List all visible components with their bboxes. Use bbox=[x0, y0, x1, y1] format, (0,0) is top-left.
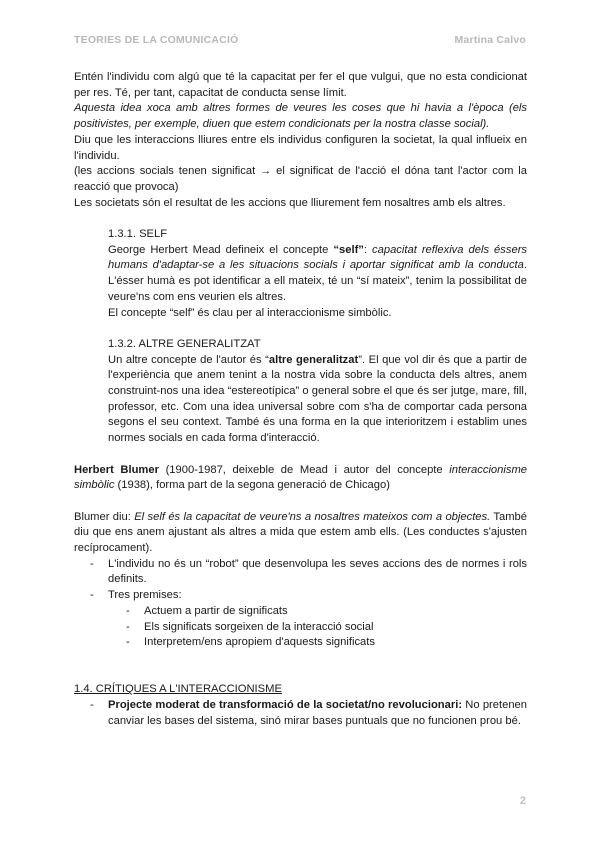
section-self-heading: 1.3.1. SELF bbox=[108, 228, 168, 241]
page-number: 2 bbox=[519, 795, 526, 807]
intro-paragraph-3: Diu que les interaccions lliures entre els individus configuren la societat, la qual influeix en l'individu. bbox=[74, 133, 527, 162]
intro-paragraph-1: Entén l'individu com algú que té la capacitat per fer el que vulgui, que no esta condicionat per res. Té, per tant, capacitat de conducta sense límit. bbox=[74, 71, 527, 99]
self-definition: George Herbert Mead defineix el concepte “self”: capacitat reflexiva dels éssers humans d'adaptar-se a les situacions socials i aportar significat amb la conducta. L'ésser humà es pot identificar a ell mateix, té un “sí mateix”, tenim la possibilitat de veure'ns com ens veurien els altres. bbox=[108, 243, 528, 303]
blumer-says: Blumer diu: El self és la capacitat de veure'ns a nosaltres mateixos com a objectes. També diu que ens anem ajustant als altres a mida que estem amb ells. (Les conductes s'ajusten recíprocament). bbox=[74, 510, 527, 555]
header-author: Martina Calvo bbox=[454, 34, 526, 46]
list-item: - Els significats sorgeixen de la interacció social bbox=[74, 620, 527, 636]
altre-paragraph: Un altre concepte de l'autor és “altre generalitzat”. El que vol dir és que a partir de l'experiència que anem tenint a la nostra vida sobre la conducta dels altres, anem construint-nos una idea “estereotípica” o general sobre el que és ser jutge, mare, fill, professor, etc. Com una idea universal sobre com s'ha de comportar cada persona segons el seu context. També és una forma en la que interioritzem i establim unes normes socials en cada forma d'interacció. bbox=[108, 353, 527, 445]
section-self bbox=[74, 227, 527, 447]
list-item: - Interpretem/ens apropiem d'aquests significats bbox=[74, 635, 527, 651]
document-body bbox=[74, 70, 527, 729]
intro-paragraph-5: Les societats són el resultat de les accions que lliurement fem nosaltres amb els altres. bbox=[74, 196, 506, 209]
section-altre-heading: 1.3.2. ALTRE GENERALITZAT bbox=[108, 337, 261, 350]
intro-paragraph-4: (les accions socials tenen significat → el significat de l'acció el dóna tant l'actor com la reacció que provoca) bbox=[74, 165, 527, 193]
list-item: - Tres premises: bbox=[74, 588, 527, 604]
list-item: - Projecte moderat de transformació de la societat/no revolucionari: No pretenen canviar les bases del sistema, sinó mirar bases puntuals que no funcionen prou bé. bbox=[74, 698, 527, 729]
critiques-list bbox=[74, 698, 527, 729]
premises-list bbox=[74, 604, 527, 651]
intro-paragraph-2: Aquesta idea xoca amb altres formes de veures les coses que hi havia a l'època (els positivistes, per exemple, diuen que estem condicionats per la nostra classe social). bbox=[74, 102, 527, 131]
list-item: - Actuem a partir de significats bbox=[74, 604, 527, 620]
section-critiques-heading: 1.4. CRÍTIQUES A L'INTERACCIONISME bbox=[74, 683, 282, 696]
blumer-bullet-list bbox=[74, 557, 527, 604]
list-item: - L'individu no és un “robot” que desenvolupa les seves accions des de normes i rols definits. bbox=[74, 557, 527, 588]
blumer-intro: Herbert Blumer (1900-1987, deixeble de Mead i autor del concepte interaccionisme simbòlic (1938), forma part de la segona generació de Chicago) bbox=[74, 463, 527, 492]
page-header bbox=[74, 34, 526, 50]
header-course-title: TEORIES DE LA COMUNICACIÓ bbox=[74, 34, 239, 46]
self-paragraph-2: El concepte “self” és clau per al interaccionisme simbòlic. bbox=[108, 306, 392, 319]
